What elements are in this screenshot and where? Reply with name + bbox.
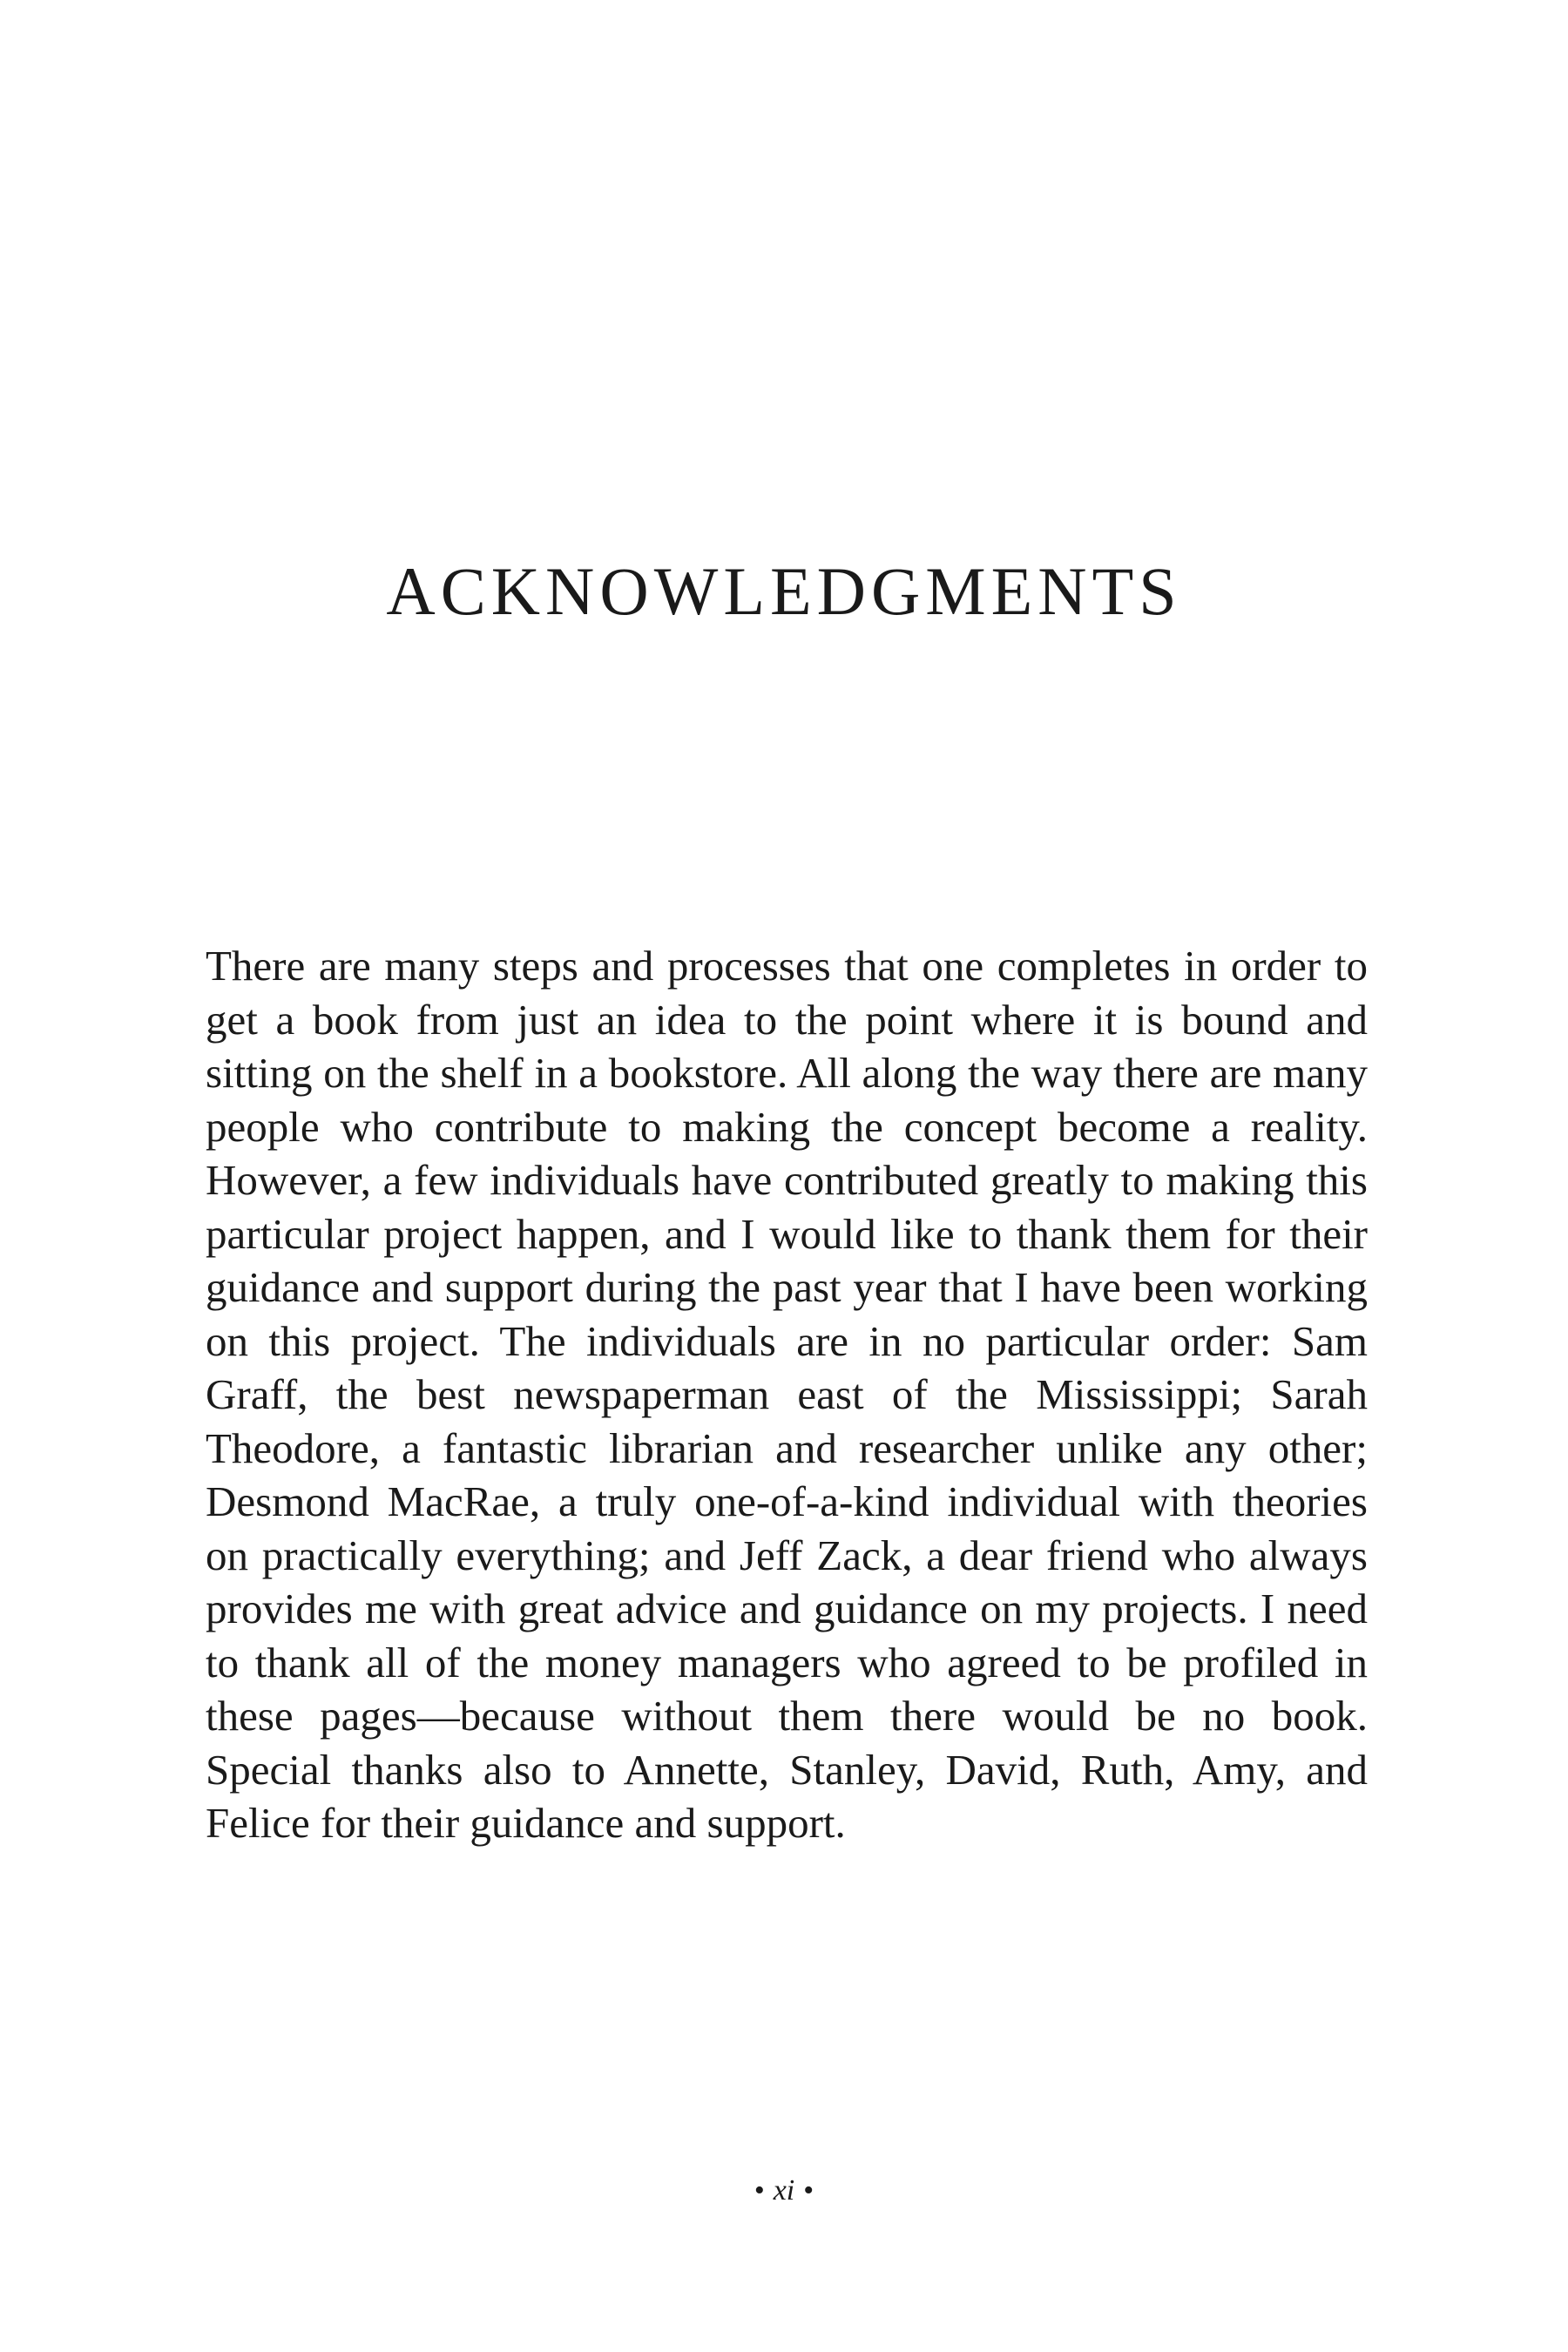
- bullet-right: •: [803, 2174, 814, 2207]
- chapter-heading: ACKNOWLEDGMENTS: [386, 553, 1182, 629]
- bullet-left: •: [754, 2174, 765, 2207]
- acknowledgments-paragraph: There are many steps and processes that one completes in order to get a book from just an idea to the point where it is bound and sitting on the shelf in a bookstore. All along the way there are many people who contribute to making the concept become a reality. However, a few individuals have contributed greatly to making this particular project happen, and I would like to thank them for their guidance and support during the past year that I have been working on this project. The individuals are in no particular order: Sam Graff, the best newspaperman east of the Mississippi; Sarah Theodore, a fantastic librarian and researcher unlike any other; Desmond MacRae, a truly one-of-a-kind individual with theories on practically everything; and Jeff Zack, a dear friend who always provides me with great advice and guidance on my projects. I need to thank all of the money managers who agreed to be profiled in these pages—because without them there would be no book. Special thanks also to Annette, Stanley, David, Ruth, Amy, and Felice for their guidance and support.: [206, 942, 1368, 1847]
- page-number: xi: [773, 2174, 795, 2207]
- page-footer: [0, 2176, 1568, 2206]
